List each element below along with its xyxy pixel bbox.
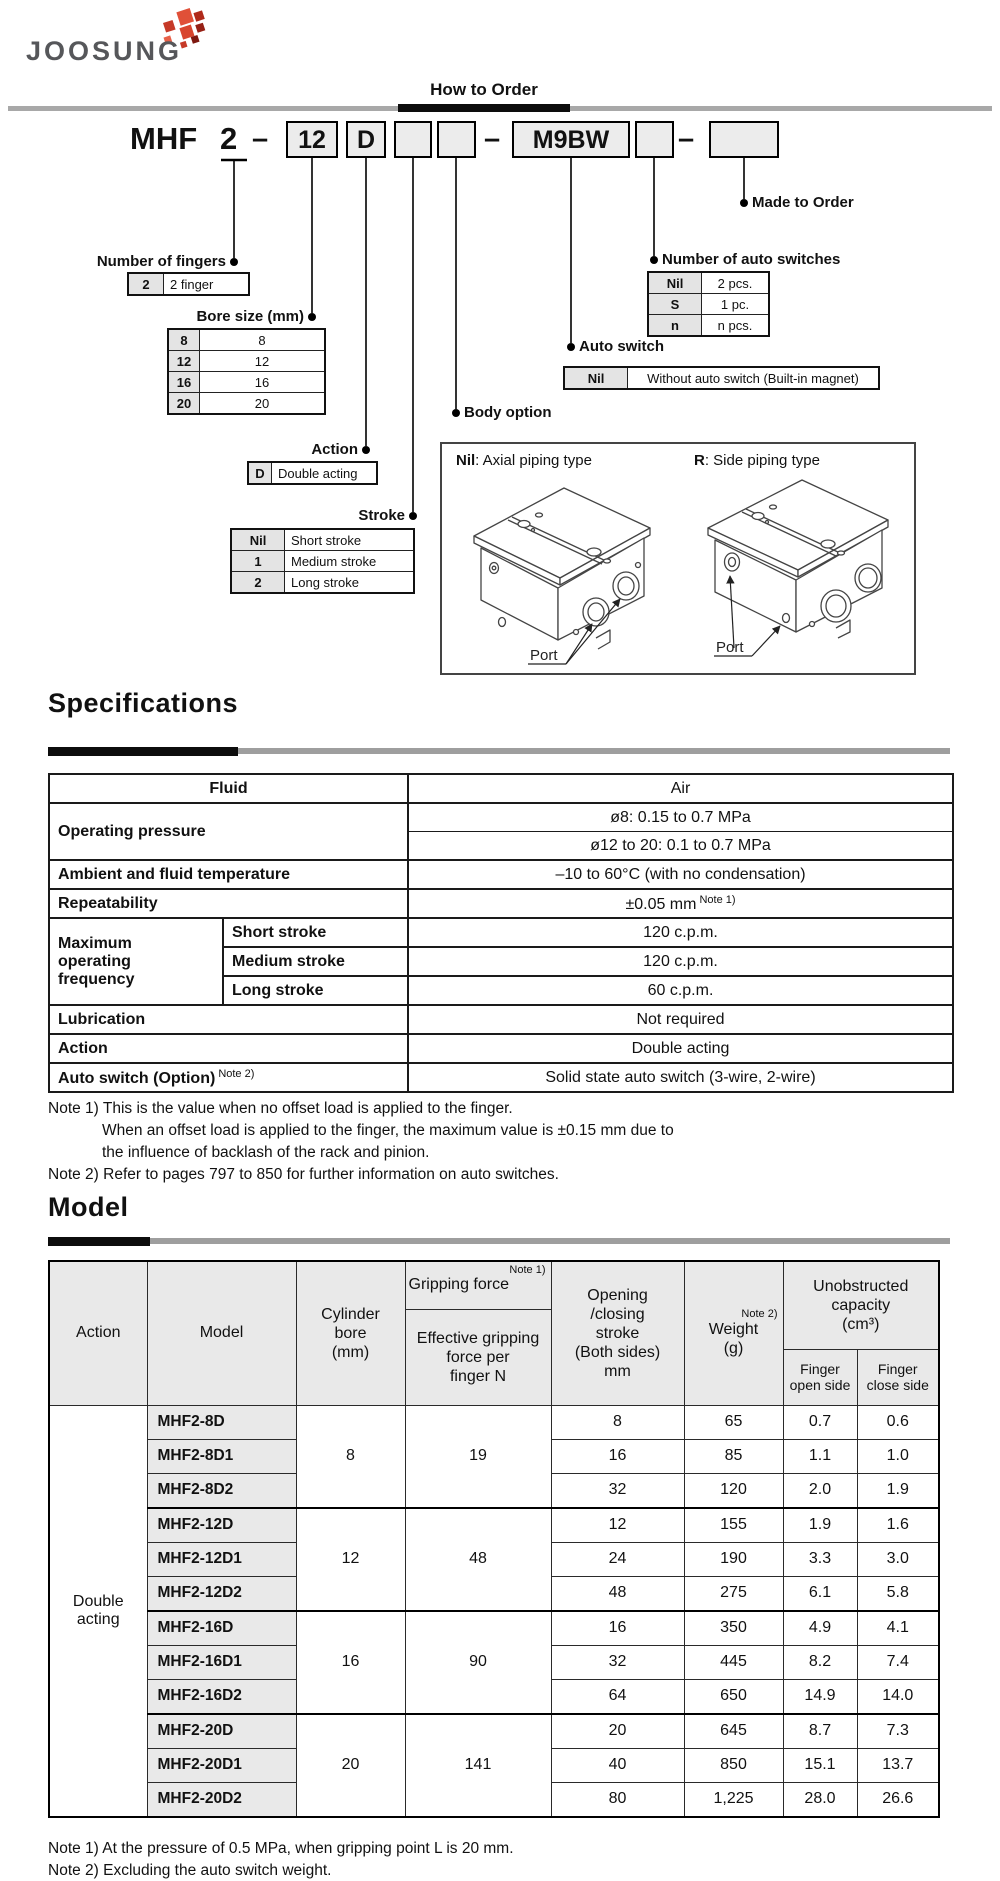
spec-label: Lubrication [49, 1005, 408, 1034]
col-header-gripping-force: Note 1) Gripping force [405, 1261, 551, 1309]
body-option-box [440, 442, 916, 675]
table-row [49, 1063, 953, 1092]
model-title-bar-gray [150, 1238, 950, 1244]
table-row [231, 529, 414, 551]
specifications-title-bar-gray [238, 748, 950, 754]
header-rule-black [398, 104, 570, 112]
col-header-stroke: Opening /closing stroke (Both sides) mm [551, 1261, 684, 1405]
weight-cell: 650 [684, 1679, 783, 1714]
spec-sublabel: Short stroke [223, 918, 408, 947]
open-cell: 8.7 [783, 1714, 857, 1749]
specifications-notes [48, 1098, 674, 1186]
model-cell: MHF2-8D1 [147, 1439, 296, 1473]
close-cell: 1.9 [857, 1473, 939, 1508]
model-cell: MHF2-12D1 [147, 1542, 296, 1576]
open-cell: 6.1 [783, 1576, 857, 1611]
col-header-finger-close: Finger close side [857, 1349, 939, 1405]
table-row [648, 294, 769, 315]
spec-value: 60 c.p.m. [408, 976, 953, 1005]
weight-cell: 85 [684, 1439, 783, 1473]
bore-size-label: Bore size (mm) [196, 308, 304, 325]
bore-size-table [167, 328, 326, 415]
spec-value: ø12 to 20: 0.1 to 0.7 MPa [408, 832, 953, 861]
stroke-cell: 8 [551, 1405, 684, 1439]
open-cell: 14.9 [783, 1679, 857, 1714]
col-header-weight: Note 2) Weight (g) [684, 1261, 783, 1405]
how-to-order-title: How to Order [430, 80, 538, 99]
col-header-capacity: Unobstructed capacity (cm³) [783, 1261, 939, 1349]
note-ref: Note 2) [741, 1308, 778, 1321]
made-to-order-label: Made to Order [752, 194, 854, 211]
stroke-cell: 48 [551, 1576, 684, 1611]
side-piping-drawing-icon [690, 466, 908, 668]
model-cell: MHF2-16D1 [147, 1645, 296, 1679]
close-cell: 5.8 [857, 1576, 939, 1611]
cell-code: n [648, 315, 702, 337]
table-row [168, 372, 325, 393]
table-row [231, 572, 414, 594]
weight-cell: 190 [684, 1542, 783, 1576]
part-number-box-bore: 12 [286, 121, 338, 158]
axial-piping-title: Nil: Axial piping type [456, 452, 592, 469]
cell-desc: 2 finger [164, 273, 250, 295]
auto-switch-qty-label: Number of auto switches [662, 251, 841, 268]
col-header-action: Action [49, 1261, 147, 1405]
close-cell: 13.7 [857, 1748, 939, 1782]
spec-value: Not required [408, 1005, 953, 1034]
spec-label: Repeatability [49, 889, 408, 918]
table-row [49, 860, 953, 889]
model-cell: MHF2-8D [147, 1405, 296, 1439]
number-of-fingers-table [127, 272, 250, 296]
open-cell: 0.7 [783, 1405, 857, 1439]
part-number-box-switch: M9BW [512, 121, 630, 158]
table-row [648, 272, 769, 294]
side-piping-title: R: Side piping type [694, 452, 820, 469]
open-cell: 3.3 [783, 1542, 857, 1576]
cell-desc: n pcs. [702, 315, 770, 337]
table-row [49, 1611, 939, 1646]
table-row [564, 367, 879, 389]
spec-value: –10 to 60°C (with no condensation) [408, 860, 953, 889]
cell-code: 8 [168, 329, 200, 351]
open-cell: 1.9 [783, 1508, 857, 1543]
action-table [247, 461, 378, 485]
stroke-table [230, 528, 415, 594]
spec-label: Fluid [49, 774, 408, 803]
note-line: Note 2) Excluding the auto switch weight. [48, 1862, 332, 1879]
model-cell: MHF2-16D [147, 1611, 296, 1646]
cell-desc: Medium stroke [285, 551, 415, 572]
weight-cell: 445 [684, 1645, 783, 1679]
cell-desc: Without auto switch (Built-in magnet) [628, 367, 880, 389]
model-cell: MHF2-20D [147, 1714, 296, 1749]
table-row [49, 1405, 939, 1439]
bore-cell: 12 [296, 1508, 405, 1611]
cell-code: Nil [231, 529, 285, 551]
weight-cell: 645 [684, 1714, 783, 1749]
model-title-bar [48, 1237, 150, 1246]
auto-switch-table [563, 366, 880, 390]
model-cell: MHF2-12D2 [147, 1576, 296, 1611]
close-cell: 7.4 [857, 1645, 939, 1679]
stroke-cell: 24 [551, 1542, 684, 1576]
part-number-dash: – [678, 123, 695, 155]
port-label: Port [716, 639, 744, 656]
cell-desc: Long stroke [285, 572, 415, 594]
model-notes [48, 1838, 514, 1881]
grip-cell: 48 [405, 1508, 551, 1611]
spec-value: Air [408, 774, 953, 803]
note-ref: Note 2) [218, 1067, 255, 1080]
cell-desc: Double acting [272, 462, 378, 484]
weight-cell: 65 [684, 1405, 783, 1439]
model-cell: MHF2-12D [147, 1508, 296, 1543]
cell-desc: Short stroke [285, 529, 415, 551]
action-cell: Double acting [49, 1405, 147, 1817]
open-cell: 4.9 [783, 1611, 857, 1646]
model-cell: MHF2-20D2 [147, 1782, 296, 1817]
cell-desc: 16 [200, 372, 326, 393]
spec-value: Solid state auto switch (3-wire, 2-wire) [408, 1063, 953, 1092]
auto-switch-qty-table [647, 271, 770, 337]
table-row [168, 351, 325, 372]
stroke-label: Stroke [358, 507, 405, 524]
stroke-cell: 12 [551, 1508, 684, 1543]
note-ref: Note 1) [699, 893, 736, 906]
part-number-box-mto [709, 121, 779, 158]
col-header-effective-force: Effective gripping force per finger N [405, 1309, 551, 1405]
table-row [49, 774, 953, 803]
grip-cell: 90 [405, 1611, 551, 1714]
table-row [49, 1034, 953, 1063]
cell-desc: 12 [200, 351, 326, 372]
cell-code: 1 [231, 551, 285, 572]
cell-code: 16 [168, 372, 200, 393]
stroke-cell: 80 [551, 1782, 684, 1817]
close-cell: 26.6 [857, 1782, 939, 1817]
stroke-cell: 32 [551, 1645, 684, 1679]
note-line: Note 1) This is the value when no offset load is applied to the finger. [48, 1100, 513, 1117]
number-of-fingers-label: Number of fingers [96, 253, 226, 270]
cell-code: 12 [168, 351, 200, 372]
specifications-title-bar [48, 747, 238, 756]
weight-cell: 850 [684, 1748, 783, 1782]
cell-desc: 2 pcs. [702, 272, 770, 294]
table-row [648, 315, 769, 337]
table-row [49, 803, 953, 832]
grip-cell: 19 [405, 1405, 551, 1508]
action-label: Action [311, 441, 358, 458]
bore-cell: 16 [296, 1611, 405, 1714]
open-cell: 28.0 [783, 1782, 857, 1817]
spec-sublabel: Medium stroke [223, 947, 408, 976]
table-header-row [49, 1261, 939, 1309]
note-line: Note 2) Refer to pages 797 to 850 for further information on auto switches. [48, 1166, 559, 1183]
table-row [49, 1508, 939, 1543]
close-cell: 7.3 [857, 1714, 939, 1749]
col-header-bore: Cylinder bore (mm) [296, 1261, 405, 1405]
cell-code: 20 [168, 393, 200, 415]
close-cell: 0.6 [857, 1405, 939, 1439]
spec-value: Double acting [408, 1034, 953, 1063]
open-cell: 15.1 [783, 1748, 857, 1782]
spec-value: ±0.05 mm $^{Note 1)}$ [408, 889, 953, 918]
stroke-cell: 16 [551, 1611, 684, 1646]
stroke-cell: 32 [551, 1473, 684, 1508]
part-number-prefix: MHF [130, 121, 198, 156]
spec-label: Operating pressure [49, 803, 408, 860]
cell-code: 2 [128, 273, 164, 295]
specifications-table [48, 773, 954, 1093]
weight-cell: 155 [684, 1508, 783, 1543]
close-cell: 4.1 [857, 1611, 939, 1646]
part-number-fingers: 2 [220, 121, 238, 156]
cell-desc: 20 [200, 393, 326, 415]
spec-label: Ambient and fluid temperature [49, 860, 408, 889]
model-cell: MHF2-16D2 [147, 1679, 296, 1714]
part-number-box-qty [635, 121, 674, 158]
open-cell: 1.1 [783, 1439, 857, 1473]
spec-label: Auto switch (Option) $^{Note 2)}$ [49, 1063, 408, 1092]
cell-code: Nil [564, 367, 628, 389]
note-ref: Note 1) [509, 1264, 546, 1276]
weight-cell: 275 [684, 1576, 783, 1611]
auto-switch-label: Auto switch [579, 338, 664, 355]
stroke-cell: 40 [551, 1748, 684, 1782]
table-row [49, 918, 953, 947]
weight-cell: 120 [684, 1473, 783, 1508]
stroke-cell: 20 [551, 1714, 684, 1749]
body-option-label: Body option [464, 404, 552, 421]
note-line: Note 1) At the pressure of 0.5 MPa, when gripping point L is 20 mm. [48, 1840, 514, 1857]
spec-value: 120 c.p.m. [408, 947, 953, 976]
table-row [49, 889, 953, 918]
note-line: When an offset load is applied to the finger, the maximum value is ±0.15 mm due to [102, 1122, 674, 1139]
open-cell: 2.0 [783, 1473, 857, 1508]
cell-code: S [648, 294, 702, 315]
part-number-dash: – [252, 123, 269, 155]
note-line: the influence of backlash of the rack and pinion. [102, 1144, 430, 1161]
cell-desc: 1 pc. [702, 294, 770, 315]
table-row [248, 462, 377, 484]
model-table [48, 1260, 940, 1818]
spec-label: Action [49, 1034, 408, 1063]
col-header-model: Model [147, 1261, 296, 1405]
bore-cell: 8 [296, 1405, 405, 1508]
part-number-box-body [437, 121, 476, 158]
spec-value: 120 c.p.m. [408, 918, 953, 947]
weight-cell: 350 [684, 1611, 783, 1646]
weight-cell: 1,225 [684, 1782, 783, 1817]
specifications-title: Specifications [48, 688, 239, 718]
part-number-box-stroke [394, 121, 432, 158]
port-label: Port [530, 647, 558, 664]
grip-cell: 141 [405, 1714, 551, 1817]
table-row [168, 329, 325, 351]
bore-cell: 20 [296, 1714, 405, 1817]
spec-sublabel: Long stroke [223, 976, 408, 1005]
model-cell: MHF2-20D1 [147, 1748, 296, 1782]
logo-text: JOOSUNG [26, 36, 183, 66]
close-cell: 3.0 [857, 1542, 939, 1576]
table-row [231, 551, 414, 572]
model-cell: MHF2-8D2 [147, 1473, 296, 1508]
spec-label: Maximum operating frequency [49, 918, 223, 1005]
cell-code: 2 [231, 572, 285, 594]
stroke-cell: 16 [551, 1439, 684, 1473]
cell-desc: 8 [200, 329, 326, 351]
col-header-finger-open: Finger open side [783, 1349, 857, 1405]
open-cell: 8.2 [783, 1645, 857, 1679]
part-number-dash: – [484, 123, 501, 155]
close-cell: 14.0 [857, 1679, 939, 1714]
cell-code: D [248, 462, 272, 484]
part-number-box-action: D [346, 121, 386, 158]
stroke-cell: 64 [551, 1679, 684, 1714]
cell-code: Nil [648, 272, 702, 294]
close-cell: 1.6 [857, 1508, 939, 1543]
table-row [49, 1005, 953, 1034]
spec-value: ø8: 0.15 to 0.7 MPa [408, 803, 953, 832]
axial-piping-drawing-icon [454, 472, 674, 672]
table-row [49, 1714, 939, 1749]
model-title: Model [48, 1192, 129, 1222]
table-row [168, 393, 325, 415]
table-row [128, 273, 249, 295]
close-cell: 1.0 [857, 1439, 939, 1473]
